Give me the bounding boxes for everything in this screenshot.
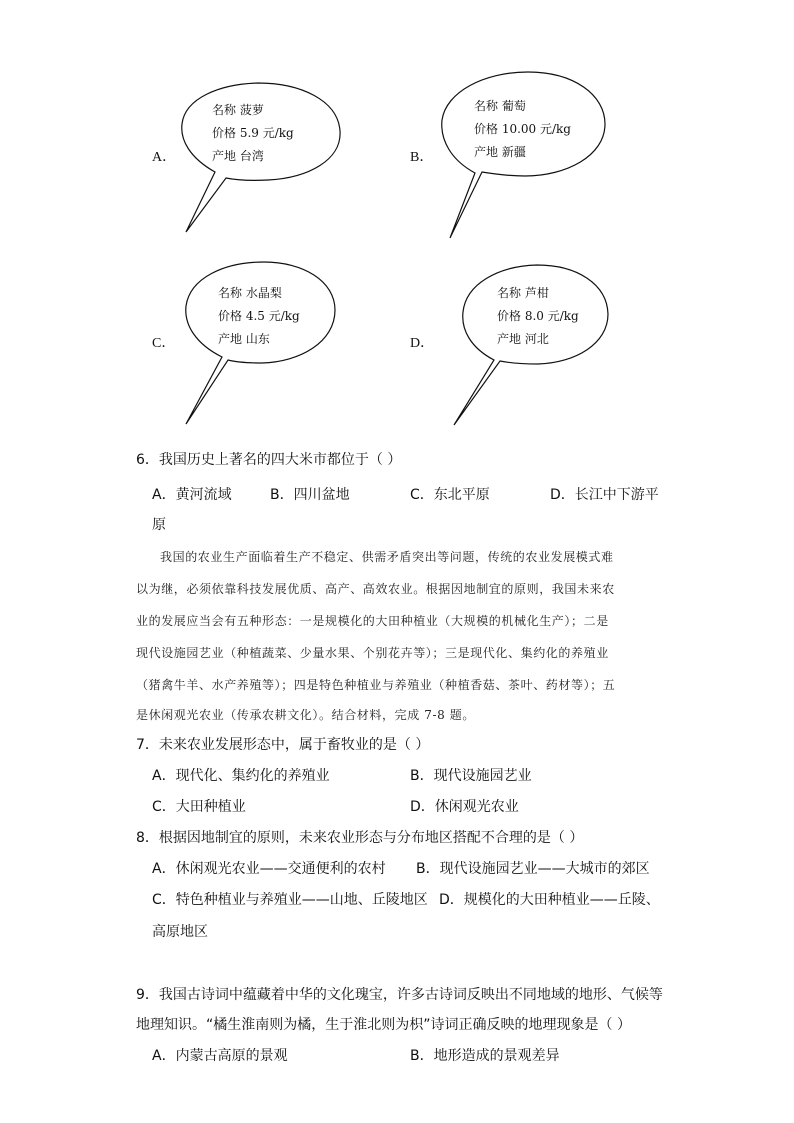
option-d-letter: D． [410,336,435,351]
q7-stem: 7．未来农业发展形态中，属于畜牧业的是（ ） [136,737,430,753]
bubble-a-price: 价格 5.9 元/kg [212,126,294,140]
q9-option-b: B．地形造成的景观差异 [410,1048,560,1064]
bubble-c-text [218,282,300,351]
bubble-a-name: 名称 菠萝 [212,103,264,117]
q6-option-b: B．四川盆地 [270,487,350,503]
bubble-c-origin: 产地 山东 [218,332,270,346]
bubble-b-origin: 产地 新疆 [474,145,526,159]
q7-option-c: C．大田种植业 [152,799,246,815]
q8-stem: 8．根据因地制宜的原则，未来农业形态与分布地区搭配不合理的是（ ） [136,830,584,846]
passage-line-3: 业的发展应当会有五种形态：一是规模化的大田种植业（大规模的机械化生产）；二是 [136,614,609,628]
bubble-c-price: 价格 4.5 元/kg [218,309,300,323]
q7-option-b: B．现代设施园艺业 [410,768,532,784]
bubble-a-text [212,99,294,168]
q6-stem: 6．我国历史上著名的四大米市都位于（ ） [136,452,402,468]
q8-option-d-cont: 高原地区 [152,924,208,940]
q6-option-c: C．东北平原 [410,487,490,503]
q6-option-d-cont: 原 [152,517,166,533]
bubble-b-text [474,95,571,164]
q6-option-a: A．黄河流域 [152,487,232,503]
passage-line-5: （猪禽牛羊、水产养殖等）；四是特色种植业与养殖业（种植香菇、茶叶、药材等）；五 [136,678,616,692]
bubble-b-name: 名称 葡萄 [474,99,526,113]
q8-option-b: B．现代设施园艺业——大城市的郊区 [416,861,650,877]
bubble-b-price: 价格 10.00 元/kg [474,122,571,136]
q7-option-d: D．休闲观光农业 [410,799,519,815]
bubble-c-name: 名称 水晶梨 [218,286,282,300]
bubble-d-text [497,282,579,351]
bubble-d-origin: 产地 河北 [497,332,549,346]
passage-line-2: 以为继，必须依靠科技发展优质、高产、高效农业。根据因地制宜的原则，我国未来农 [136,582,615,596]
q6-option-d: D．长江中下游平 [550,487,659,503]
passage-line-1: 我国的农业生产面临着生产不稳定、供需矛盾突出等问题，传统的农业发展模式难 [160,550,614,564]
q7-option-a: A．现代化、集约化的养殖业 [152,768,330,784]
bubble-a-origin: 产地 台湾 [212,149,264,163]
bubble-d-name: 名称 芦柑 [497,286,549,300]
q8-option-a: A．休闲观光农业——交通便利的农村 [152,861,386,877]
q9-option-a: A．内蒙古高原的景观 [152,1048,288,1064]
bubble-d-price: 价格 8.0 元/kg [497,309,579,323]
q9-stem-line-2: 地理知识。“橘生淮南则为橘，生于淮北则为枳”诗词正确反映的地理现象是（ ） [136,1017,631,1033]
q8-option-d: D．规模化的大田种植业——丘陵、 [439,892,660,908]
passage-line-6: 是休闲观光农业（传承农耕文化）。结合材料，完成 7-8 题。 [136,708,475,722]
option-a-letter: A． [152,150,177,165]
q8-option-c: C．特色种植业与养殖业——山地、丘陵地区 [152,892,428,908]
q9-stem-line-1: 9．我国古诗词中蕴藏着中华的文化瑰宝，许多古诗词反映出不同地域的地形、气候等 [136,987,663,1003]
option-b-letter: B． [410,150,434,165]
option-c-letter: C． [152,336,176,351]
passage-line-4: 现代设施园艺业（种植蔬菜、少量水果、个别花卉等）；三是现代化、集约化的养殖业 [136,646,609,660]
